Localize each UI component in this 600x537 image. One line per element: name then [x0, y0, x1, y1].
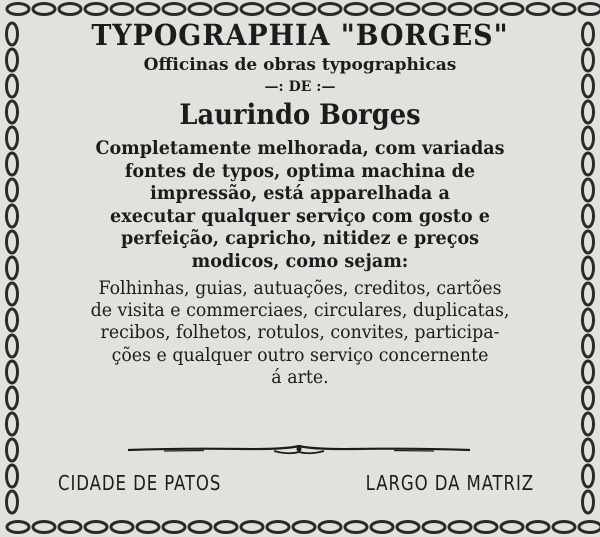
de-line: —: DE :— [264, 79, 336, 95]
footer-address: LARGO DA MATRIZ [365, 471, 534, 495]
footer-city: CIDADE DE PATOS [58, 471, 222, 495]
description-line: Completamente melhorada, com variadas [95, 138, 505, 159]
proprietor-name: Laurindo Borges [179, 98, 421, 131]
description-line: perfeição, capricho, nitidez e preços [120, 228, 480, 250]
ad-footer [36, 471, 564, 501]
services-line: á arte. [271, 367, 329, 389]
services-block [36, 278, 564, 390]
ad-content [36, 12, 564, 517]
description-line: executar qualquer serviço com gosto e [110, 205, 490, 227]
services-line: Folhinhas, guias, autuações, creditos, cartões [98, 277, 502, 299]
ad-subtitle: Officinas de obras typographicas [143, 55, 457, 75]
services-line: ções e qualquer outro serviço concernente [111, 344, 489, 366]
description-line: impressão, está apparelhada a [150, 183, 450, 205]
ornamental-divider-icon [124, 438, 474, 460]
description-line: modicos, como sejam: [191, 250, 409, 272]
description-line: fontes de typos, optima machina de [124, 160, 476, 182]
ad-title: TYPOGRAPHIA "BORGES" [91, 18, 509, 52]
description-block [36, 138, 564, 274]
services-line: recibos, folhetos, rotulos, convites, participa- [100, 322, 500, 344]
services-line: de visita e commerciaes, circulares, duplicatas, [90, 299, 510, 321]
